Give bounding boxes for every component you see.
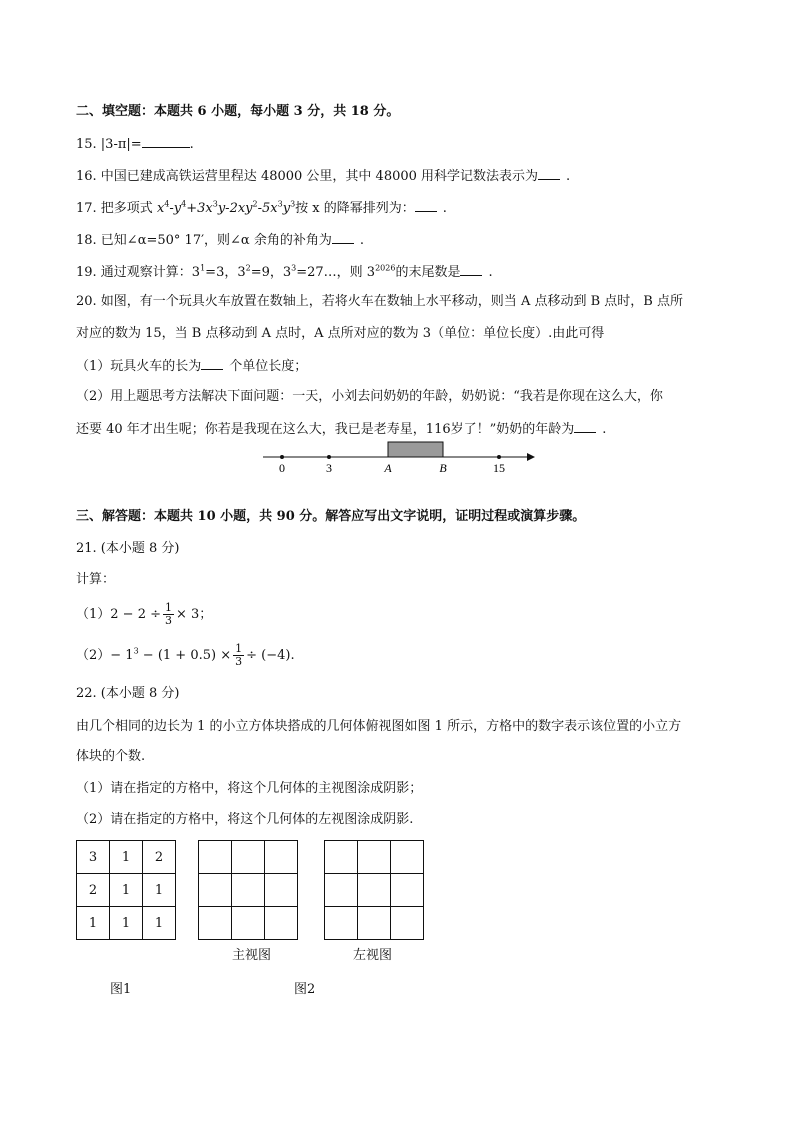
- answer-blank: [574, 420, 596, 433]
- grid-cell[interactable]: [325, 874, 358, 907]
- grid-cell[interactable]: [232, 841, 265, 874]
- answer-blank: [332, 231, 354, 244]
- q19-end: .: [488, 265, 493, 280]
- q19-text: =9，3: [250, 265, 292, 280]
- q21-part-2: [76, 643, 295, 669]
- q17-poly: 3: [290, 199, 296, 209]
- grid-cell: 2: [77, 874, 110, 907]
- grid-cell: 1: [110, 907, 143, 940]
- arrow-icon: [527, 453, 535, 461]
- grid-cell: 1: [143, 874, 176, 907]
- fraction: [163, 602, 174, 627]
- grid-cell[interactable]: [232, 907, 265, 940]
- grid-cell: 1: [77, 907, 110, 940]
- q21-p2-exp: 3: [133, 646, 139, 656]
- q21-p2-expr: ÷ (−4).: [246, 648, 295, 663]
- toy-train: [388, 442, 443, 457]
- section-3-heading: 三、解答题：本题共 10 小题，共 90 分。解答应写出文字说明，证明过程或演算步骤。: [76, 509, 586, 524]
- q21-p1-label: （1）: [76, 607, 111, 622]
- q20-part2b-text: 还要 40 年才出生呢；你若是我现在这么大，我已是老寿星，116岁了！”奶奶的年龄为: [76, 422, 575, 437]
- grid-cell: 3: [77, 841, 110, 874]
- q19-exp: 3: [291, 263, 297, 273]
- front-view-grid[interactable]: [198, 840, 298, 940]
- q20-part-2a: （2）用上题思考方法解决下面问题：一天，小刘去问奶奶的年龄，奶奶说：“我若是你现在这么大，你: [76, 389, 663, 404]
- q22-title: 22. (本小题 8 分): [76, 686, 180, 701]
- q20-part2-end: .: [602, 422, 607, 437]
- answer-blank: [415, 199, 437, 212]
- grid-cell[interactable]: [199, 907, 232, 940]
- answer-blank: [538, 167, 560, 180]
- q18-end: .: [359, 233, 364, 248]
- q17-poly: +3x: [186, 201, 213, 216]
- label-a: A: [384, 461, 392, 475]
- left-view-caption: 左视图: [353, 948, 393, 963]
- grid-cell[interactable]: [265, 907, 298, 940]
- numerator: 1: [165, 601, 173, 614]
- grid-cell: 1: [110, 874, 143, 907]
- top-view-grid: [76, 840, 176, 940]
- grid-cell[interactable]: [325, 841, 358, 874]
- grid-cell[interactable]: [325, 907, 358, 940]
- denominator: 3: [165, 614, 173, 627]
- answer-blank: [201, 357, 223, 370]
- q22-part-1: （1）请在指定的方格中，将这个几何体的主视图涂成阴影；: [76, 781, 423, 796]
- front-view-caption: 主视图: [232, 948, 272, 963]
- q20-part1-text: （1）玩具火车的长为: [76, 359, 202, 374]
- q20-line-2: 对应的数为 15，当 B 点移动到 A 点时，A 点所对应的数为 3（单位：单位长度）.由此可得: [76, 326, 605, 341]
- question-17: [76, 199, 447, 217]
- q17-poly: 3: [277, 199, 283, 209]
- q17-poly: -5x: [257, 201, 278, 216]
- q17-poly: -y: [169, 201, 182, 216]
- q20-line-1: 20. 如图，有一个玩具火车放置在数轴上，若将火车在数轴上水平移动，则当 A 点移动到 B 点时，B 点所: [76, 294, 683, 309]
- q19-text: =27…，则 3: [296, 265, 376, 280]
- q19-exp: 2: [245, 263, 251, 273]
- q21-intro: 计算：: [76, 572, 116, 587]
- q21-p2-expr: − (1 + 0.5) ×: [138, 648, 232, 663]
- answer-blank: [142, 135, 190, 148]
- answer-blank: [460, 263, 482, 276]
- grid-cell[interactable]: [265, 841, 298, 874]
- q17-poly: 4: [181, 199, 187, 209]
- q22-part-2: （2）请在指定的方格中，将这个几何体的左视图涂成阴影.: [76, 812, 414, 827]
- grid-cell: 1: [143, 907, 176, 940]
- grid-cell[interactable]: [358, 841, 391, 874]
- grid-cell: 2: [143, 841, 176, 874]
- q21-part-1: [76, 602, 212, 628]
- numerator: 1: [235, 642, 243, 655]
- figure-2-label: 图2: [294, 982, 316, 997]
- q17-poly: 4: [164, 199, 170, 209]
- q21-p2-expr: − 1: [110, 648, 134, 663]
- q19-exp: 1: [200, 263, 206, 273]
- label-b: B: [439, 461, 447, 475]
- grid-cell[interactable]: [391, 874, 424, 907]
- tick-0: [280, 455, 284, 459]
- question-18: [76, 231, 364, 249]
- tick-label-3: 3: [326, 461, 332, 475]
- question-16: [76, 167, 570, 185]
- fraction: [233, 643, 244, 668]
- q22-line-2: 体块的个数.: [76, 749, 146, 764]
- q21-p2-label: （2）: [76, 648, 111, 663]
- grid-cell[interactable]: [232, 874, 265, 907]
- question-15: [76, 135, 194, 153]
- section-2-heading: 二、填空题：本题共 6 小题，每小题 3 分，共 18 分。: [76, 104, 400, 119]
- grid-cell[interactable]: [391, 841, 424, 874]
- grid-cell: 1: [110, 841, 143, 874]
- grid-cell[interactable]: [391, 907, 424, 940]
- q15-end: .: [189, 137, 194, 152]
- q17-poly: 2: [252, 199, 258, 209]
- q19-exp: 2026: [375, 263, 396, 273]
- q17-prefix: 17. 把多项式: [76, 201, 157, 216]
- q19-text: 19. 通过观察计算：3: [76, 265, 201, 280]
- q16-text: 16. 中国已建成高铁运营里程达 48000 公里，其中 48000 用科学记数法表示为: [76, 169, 539, 184]
- grid-cell[interactable]: [358, 874, 391, 907]
- q18-text: 18. 已知∠α=50° 17′，则∠α 余角的补角为: [76, 233, 332, 248]
- number-line-figure: [255, 436, 540, 478]
- q17-poly: y-2xy: [217, 201, 253, 216]
- question-19: [76, 263, 493, 281]
- q21-p1-expr: × 3；: [176, 607, 213, 622]
- grid-cell[interactable]: [199, 841, 232, 874]
- grid-cell[interactable]: [199, 874, 232, 907]
- q17-poly: x: [156, 201, 165, 216]
- tick-label-15: 15: [493, 461, 505, 475]
- q17-suffix: 按 x 的降幂排列为：: [295, 201, 415, 216]
- q15-text: 15. |3-π|=: [76, 137, 142, 152]
- q21-p1-expr: 2 − 2 ÷: [110, 607, 162, 622]
- denominator: 3: [235, 655, 243, 668]
- q22-line-1: 由几个相同的边长为 1 的小立方体块搭成的几何体俯视图如图 1 所示，方格中的数字表示该位置的小立方: [76, 719, 682, 734]
- grid-cell[interactable]: [265, 874, 298, 907]
- tick-15: [497, 455, 501, 459]
- grid-cell[interactable]: [358, 907, 391, 940]
- q20-part1-end: 个单位长度；: [229, 359, 308, 374]
- q21-title: 21. (本小题 8 分): [76, 541, 180, 556]
- tick-3: [327, 455, 331, 459]
- q19-text: 的末尾数是: [395, 265, 461, 280]
- tick-label-0: 0: [279, 461, 285, 475]
- left-view-grid[interactable]: [324, 840, 424, 940]
- q20-part-1: [76, 357, 307, 375]
- q19-text: =3，3: [205, 265, 246, 280]
- q17-poly: 3: [212, 199, 218, 209]
- q16-end: .: [566, 169, 571, 184]
- figure-1-label: 图1: [110, 982, 132, 997]
- q17-poly: y: [282, 201, 291, 216]
- q17-end: .: [442, 201, 447, 216]
